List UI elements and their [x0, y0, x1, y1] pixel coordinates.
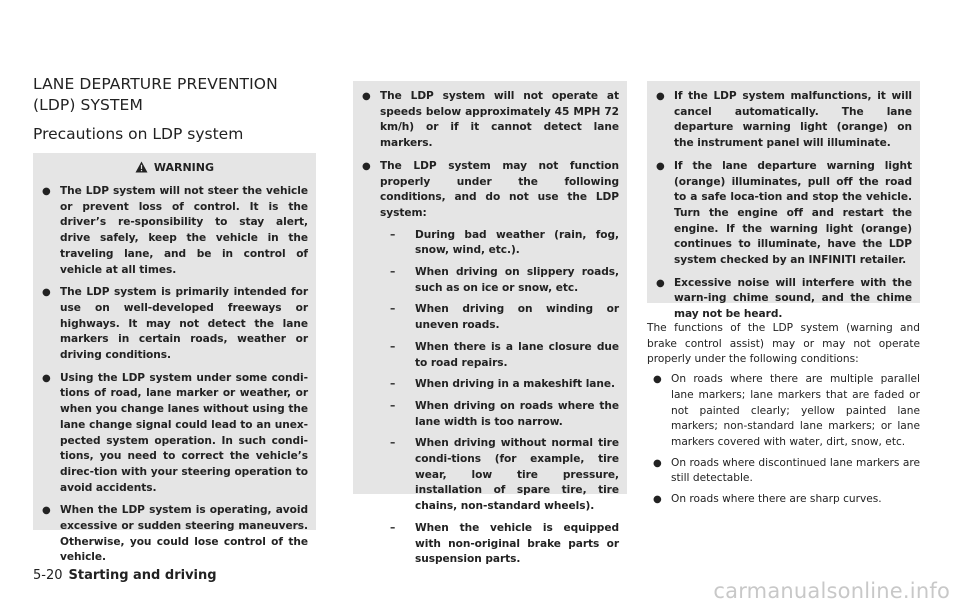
list-item: ● The LDP system is primarily intended for use on well-developed freeways or highways. It may not detect the lane markers in certain roads, weather or driving conditions.	[42, 286, 308, 362]
sublist-item: – When the vehicle is equipped with non-original brake parts or suspension parts.	[390, 521, 619, 566]
list-item: ● The LDP system will not steer the vehicle or prevent loss of control. It is the driver’s re-sponsibility to stay alert, drive safely, keep the vehicle in the traveling lane, and be in control of vehicle at all times.	[42, 185, 308, 276]
list-item: ● On roads where discontinued lane markers are still detectable.	[653, 456, 920, 485]
condition-sublist	[380, 228, 619, 568]
list-item: ● When the LDP system is operating, avoid excessive or sudden steering maneuvers. Otherwise, you could lose control of the vehicle.	[42, 504, 308, 564]
bullet-icon: ●	[42, 505, 51, 517]
list-item: ● On roads where there are multiple parallel lane markers; lane markers that are faded or not painted clearly; yellow painted lane markers; non-standard lane markers; or lane markers covered with water, dirt, snow, etc.	[653, 373, 920, 448]
sublist-item: – When driving on roads where the lane width is too narrow.	[390, 399, 619, 428]
list-item: ● Using the LDP system under some condi-tions of road, lane marker or weather, or when you change lanes without using the lane change signal could lead to an unex-pected system operation. In such condi-tions, you need to correct the vehicle’s direc-tion with your steering operation to avoid accidents.	[42, 371, 308, 494]
road-conditions-list	[647, 372, 920, 508]
list-item: ● Excessive noise will interfere with the warn-ing chime sound, and the chime may not be heard.	[656, 276, 912, 321]
site-watermark: carmanualsonline.info	[713, 579, 950, 603]
bullet-icon: ●	[656, 277, 665, 289]
intro-paragraph: The functions of the LDP system (warning and brake control assist) may or may not operate properly under the following conditions:	[647, 322, 920, 366]
bullet-icon: ●	[656, 91, 665, 102]
conditions-text	[647, 321, 920, 513]
bullet-icon: ●	[653, 494, 662, 506]
list-item: ● If the LDP system malfunctions, it will cancel automatically. The lane departure warning light (orange) on the instrument panel will illuminate.	[656, 90, 912, 150]
bullet-icon: ●	[653, 457, 662, 469]
bullet-icon: ●	[362, 91, 371, 102]
operation-list	[362, 89, 619, 568]
operation-notes-box	[353, 81, 627, 566]
sublist-item: – During bad weather (rain, fog, snow, wind, etc.).	[390, 228, 619, 257]
section-name: Starting and driving	[68, 568, 217, 583]
sublist-item: – When driving on slippery roads, such as on ice or snow, etc.	[390, 266, 619, 294]
sublist-item: – When driving in a makeshift lane.	[390, 378, 615, 391]
bullet-icon: ●	[656, 160, 665, 172]
page-number: 5-20	[33, 568, 63, 583]
warning-triangle-icon	[135, 161, 154, 174]
warning-list	[42, 184, 308, 566]
malfunction-notes-box	[647, 81, 920, 321]
page-footer	[33, 568, 217, 583]
list-item: ● The LDP system will not operate at speeds below approximately 45 MPH 72 km/h) or if it cannot detect lane markers.	[362, 90, 619, 150]
sublist-item: – When driving on winding or uneven roads.	[390, 303, 619, 332]
warning-header	[33, 161, 316, 175]
bullet-icon: ●	[42, 287, 51, 299]
malfunction-list	[656, 89, 912, 323]
section-subtitle: Precautions on LDP system	[33, 125, 244, 143]
bullet-icon: ●	[42, 186, 51, 197]
bullet-icon: ●	[653, 374, 662, 386]
warning-label: WARNING	[153, 161, 214, 174]
list-item: ● The LDP system may not function properly under the following conditions, and do not use the LDP system: – During bad weather (rain, fog, snow, wind, etc.). – When driving on slippery roads, such as on ice or snow, etc. – When driving on winding or uneven roads. – When there is a lane closure due to road repairs. – When driving in a makeshift lane. – When driving on roads where the lane width is too narrow. – When driving without normal tire condi-tions (for example, tire wear, low tire pressure, installation of spare tire, tire chains, non-standard wheels). – When the vehicle is equipped with non-original brake parts or suspension parts.	[362, 159, 619, 568]
warning-box	[33, 153, 316, 564]
bullet-icon: ●	[362, 160, 371, 172]
section-title: LANE DEPARTURE PREVENTION (LDP) SYSTEM	[33, 75, 278, 114]
sublist-item: – When driving without normal tire condi-tions (for example, tire wear, low tire pressure, installation of spare tire, tire chains, non-standard wheels).	[390, 437, 619, 513]
list-item: ● If the lane departure warning light (orange) illuminates, pull off the road to a safe loca-tion and stop the vehicle. Turn the engine off and restart the engine. If the warning light (orange) continues to illuminate, have the LDP system checked by an INFINITI retailer.	[656, 159, 912, 267]
list-item: ● On roads where there are sharp curves.	[647, 492, 920, 508]
sublist-item: – When there is a lane closure due to road repairs.	[390, 340, 619, 369]
bullet-icon: ●	[42, 372, 51, 384]
